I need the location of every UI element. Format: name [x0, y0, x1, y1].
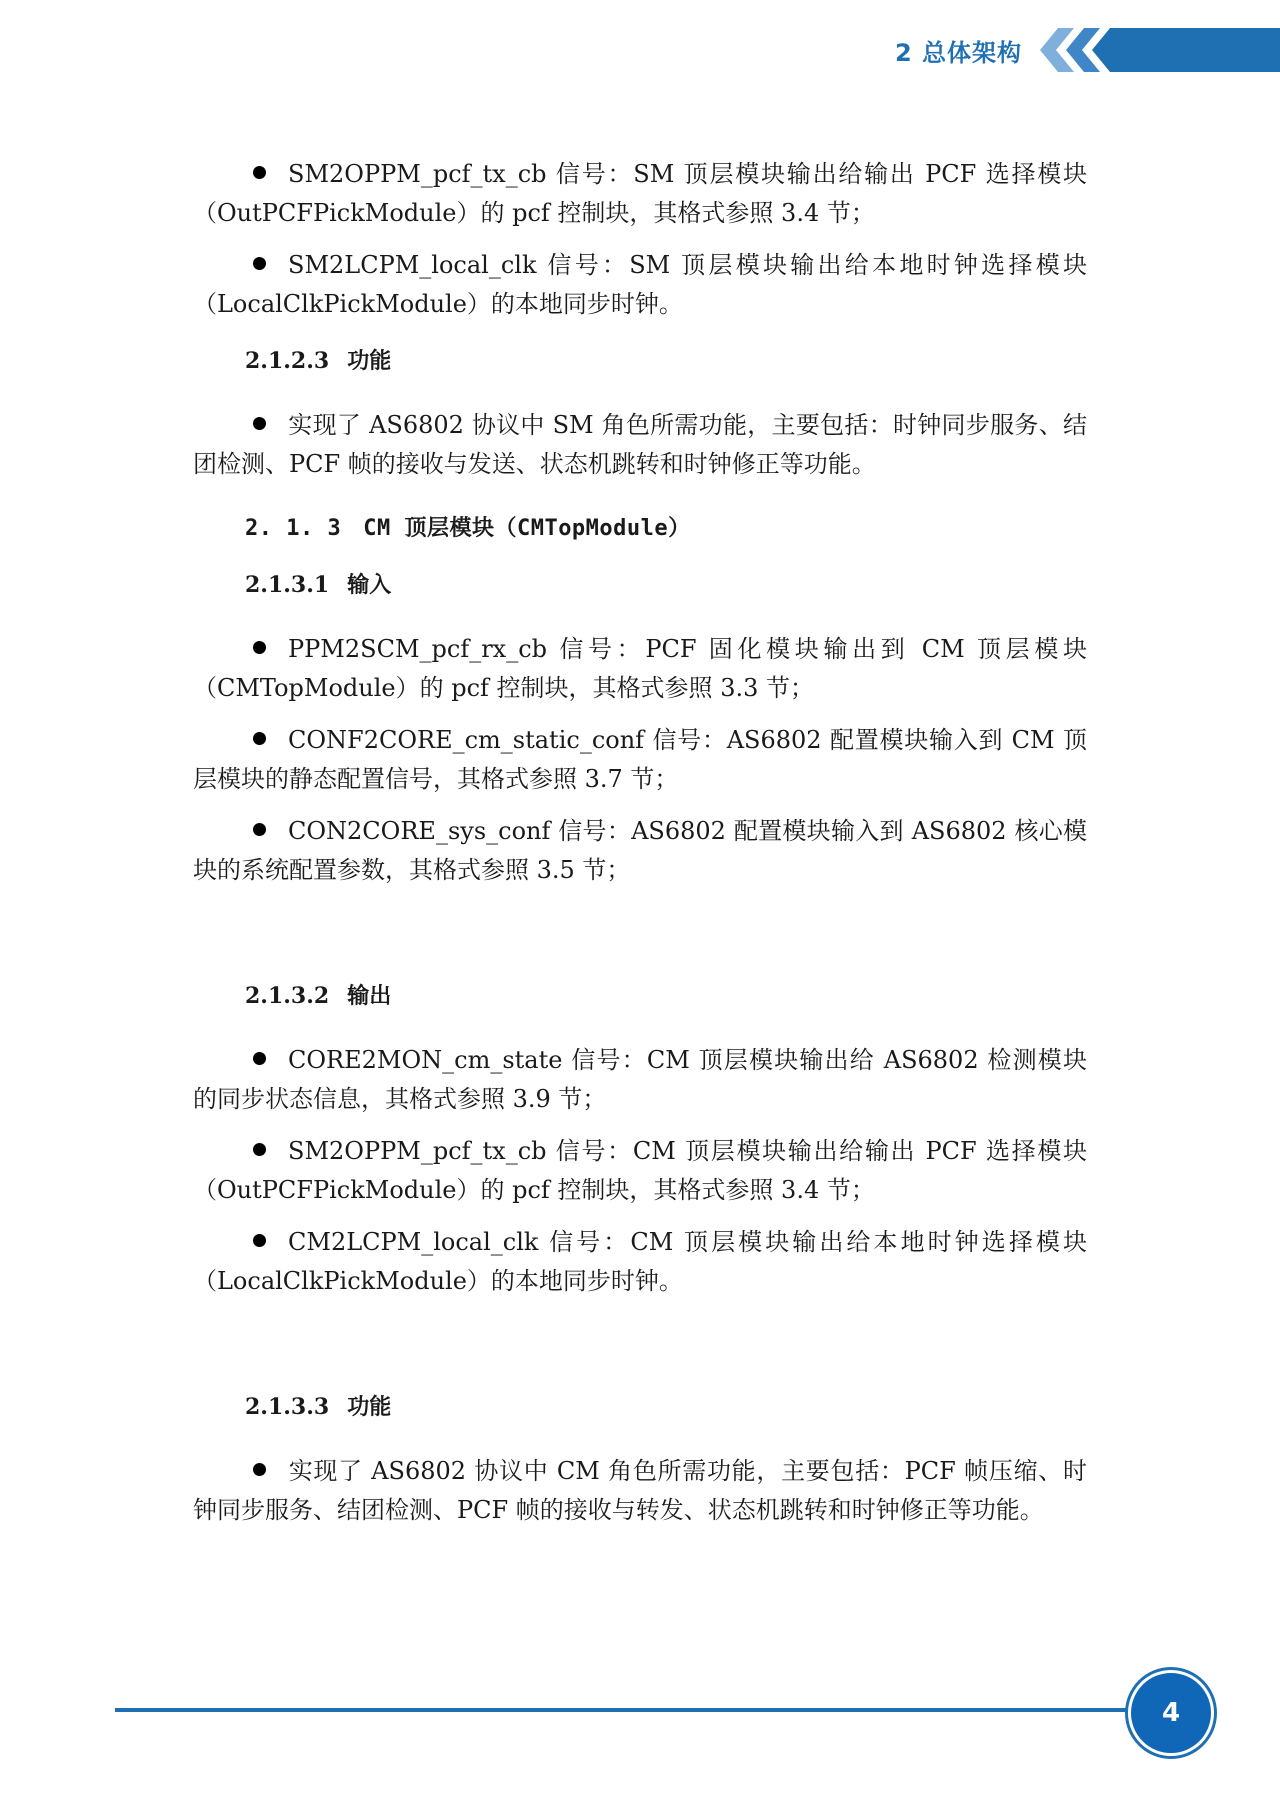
section-heading-2131 — [245, 570, 1087, 600]
bullet-item — [193, 1452, 1087, 1530]
section-title: 功能 — [347, 1394, 392, 1420]
bullet-text: 实现了 AS6802 协议中 SM 角色所需功能，主要包括：时钟同步服务、结团检测、PCF 帧的接收与发送、状态机跳转和时钟修正等功能。 — [193, 411, 1087, 478]
bullet-text: 实现了 AS6802 协议中 CM 角色所需功能，主要包括：PCF 帧压缩、时钟同步服务、结团检测、PCF 帧的接收与转发、状态机跳转和时钟修正等功能。 — [193, 1457, 1087, 1524]
page-number-badge — [1128, 1670, 1214, 1756]
chevron-bar-icon — [1040, 28, 1280, 72]
bullet-text: CM2LCPM_local_clk 信号：CM 顶层模块输出给本地时钟选择模块（LocalClkPickModule）的本地同步时钟。 — [193, 1228, 1087, 1295]
bullet-item — [193, 1041, 1087, 1119]
footer-rule — [115, 1708, 1135, 1712]
section-title: CM 顶层模块（CMTopModule） — [363, 516, 691, 541]
bullet-text: PPM2SCM_pcf_rx_cb 信号：PCF 固化模块输出到 CM 顶层模块（CMTopModule）的 pcf 控制块，其格式参照 3.3 节； — [193, 635, 1087, 702]
bullet-text: SM2OPPM_pcf_tx_cb 信号：CM 顶层模块输出给输出 PCF 选择模块（OutPCFPickModule）的 pcf 控制块，其格式参照 3.4 节； — [193, 1137, 1087, 1204]
bullet-text: CON2CORE_sys_conf 信号：AS6802 配置模块输入到 AS6802 核心模块的系统配置参数，其格式参照 3.5 节； — [193, 817, 1087, 884]
bullet-icon — [253, 823, 266, 836]
chapter-title: 2 总体架构 — [894, 38, 1022, 67]
section-title: 输入 — [347, 572, 392, 598]
page-number: 4 — [1161, 1698, 1181, 1728]
bullet-item — [193, 1132, 1087, 1210]
section-heading-2123 — [245, 346, 1087, 376]
bullet-item — [193, 406, 1087, 484]
spacer — [193, 1314, 1087, 1370]
bullet-icon — [253, 1234, 266, 1247]
bullet-text: SM2OPPM_pcf_tx_cb 信号：SM 顶层模块输出给输出 PCF 选择模块（OutPCFPickModule）的 pcf 控制块，其格式参照 3.4 节； — [193, 160, 1087, 227]
section-number: 2. 1. 3 — [245, 516, 342, 541]
spacer — [193, 903, 1087, 959]
section-heading-2133 — [245, 1392, 1087, 1422]
bullet-icon — [253, 166, 266, 179]
section-number: 2.1.2.3 — [245, 348, 330, 374]
bullet-item — [193, 246, 1087, 324]
bullet-text: SM2LCPM_local_clk 信号：SM 顶层模块输出给本地时钟选择模块（LocalClkPickModule）的本地同步时钟。 — [193, 251, 1087, 318]
section-number: 2.1.3.3 — [245, 1394, 330, 1420]
page-content — [193, 155, 1087, 1543]
bullet-icon — [253, 1463, 266, 1476]
section-title: 功能 — [347, 348, 392, 374]
section-heading-213 — [245, 514, 1087, 544]
bullet-icon — [253, 1052, 266, 1065]
section-heading-2132 — [245, 981, 1087, 1011]
bullet-text: CONF2CORE_cm_static_conf 信号：AS6802 配置模块输入到 CM 顶层模块的静态配置信号，其格式参照 3.7 节； — [193, 726, 1087, 793]
bullet-item — [193, 630, 1087, 708]
bullet-icon — [253, 732, 266, 745]
bullet-text: CORE2MON_cm_state 信号：CM 顶层模块输出给 AS6802 检测模块的同步状态信息，其格式参照 3.9 节； — [193, 1046, 1087, 1113]
bullet-item — [193, 1223, 1087, 1301]
section-title: 输出 — [347, 983, 392, 1009]
bullet-item — [193, 155, 1087, 233]
bullet-icon — [253, 417, 266, 430]
bullet-icon — [253, 1143, 266, 1156]
bullet-icon — [253, 257, 266, 270]
bullet-icon — [253, 641, 266, 654]
section-number: 2.1.3.2 — [245, 983, 330, 1009]
section-number: 2.1.3.1 — [245, 572, 330, 598]
bullet-item — [193, 812, 1087, 890]
page-header — [895, 28, 1280, 72]
bullet-item — [193, 721, 1087, 799]
